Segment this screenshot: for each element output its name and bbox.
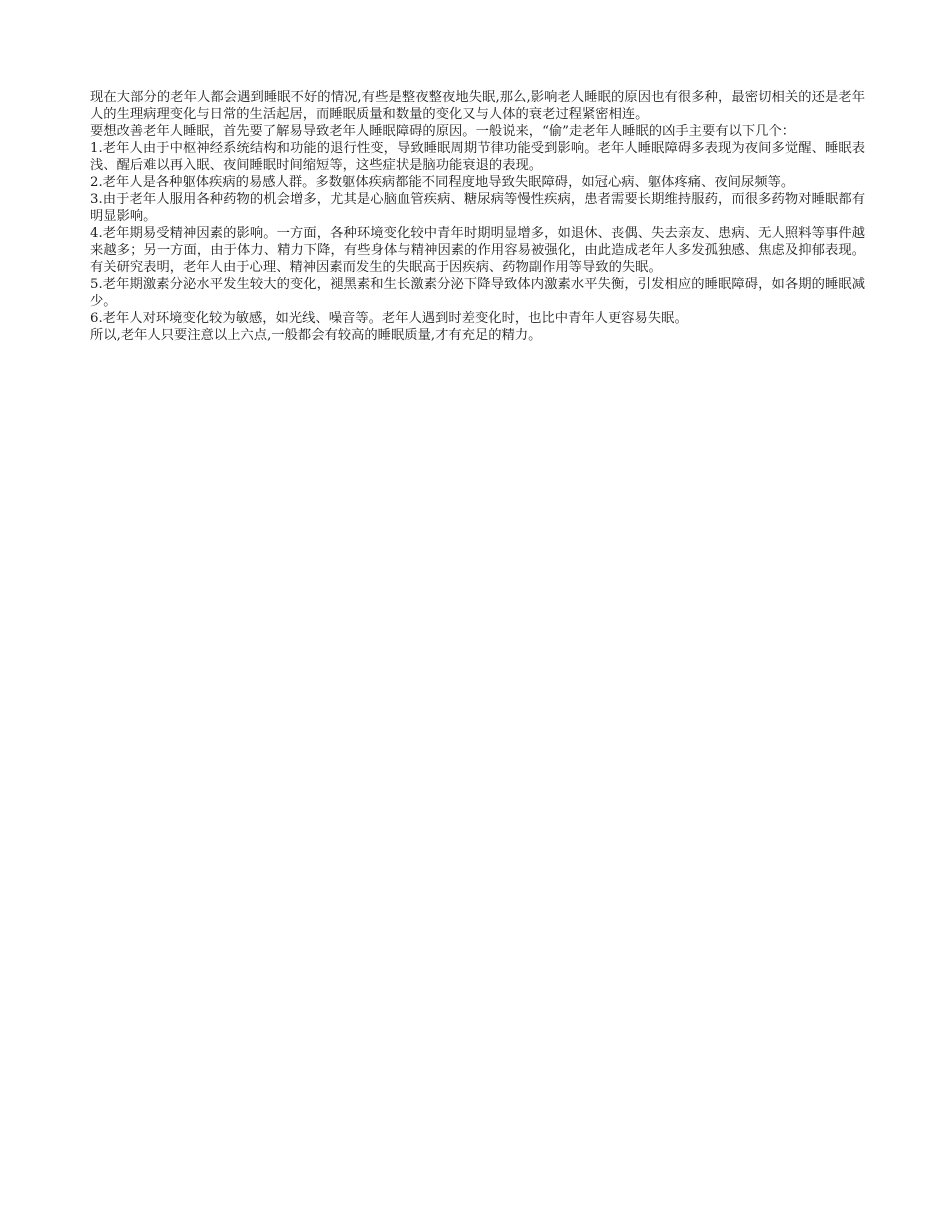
cause-item-4: 4.老年期易受精神因素的影响。一方面，各种环境变化较中青年时期明显增多，如退休、丧偶、失去亲友、患病、无人照料等事件越来越多；另一方面，由于体力、精力下降，有些身体与精神因素的作用容易被强化，由此造成老年人多发孤独感、焦虑及抑郁表现。有关研究表明，老年人由于心理、精神因素而发生的失眠高于因疾病、药物副作用等导致的失眠。 xyxy=(90,226,865,275)
cause-item-5: 5.老年期激素分泌水平发生较大的变化，褪黑素和生长激素分泌下降导致体内激素水平失衡，引发相应的睡眠障碍，如各期的睡眠减少。 xyxy=(90,277,865,309)
intro-paragraph: 现在大部分的老年人都会遇到睡眠不好的情况,有些是整夜整夜地失眠,那么,影响老人睡眠的原因也有很多种，最密切相关的还是老年人的生理病理变化与日常的生活起居，而睡眠质量和数量的变化又与人体的衰老过程紧密相连。 xyxy=(90,90,865,122)
document-body xyxy=(90,89,865,344)
cause-item-2: 2.老年人是各种躯体疾病的易感人群。多数躯体疾病都能不同程度地导致失眠障碍，如冠心病、躯体疼痛、夜间尿频等。 xyxy=(90,175,795,190)
cause-item-1: 1.老年人由于中枢神经系统结构和功能的退行性变，导致睡眠周期节律功能受到影响。老年人睡眠障碍多表现为夜间多觉醒、睡眠表浅、醒后难以再入眠、夜间睡眠时间缩短等，这些症状是脑功能衰退的表现。 xyxy=(90,141,865,173)
cause-item-6: 6.老年人对环境变化较为敏感，如光线、噪音等。老年人遇到时差变化时，也比中青年人更容易失眠。 xyxy=(90,311,688,326)
conclusion-paragraph: 所以,老年人只要注意以上六点,一般都会有较高的睡眠质量,才有充足的精力。 xyxy=(90,328,542,343)
cause-item-3: 3.由于老年人服用各种药物的机会增多，尤其是心脑血管疾病、糖尿病等慢性疾病，患者需要长期维持服药，而很多药物对睡眠都有明显影响。 xyxy=(90,192,865,224)
causes-intro-paragraph: 要想改善老年人睡眠，首先要了解易导致老年人睡眠障碍的原因。一般说来，“偷”走老年人睡眠的凶手主要有以下几个： xyxy=(90,124,796,139)
